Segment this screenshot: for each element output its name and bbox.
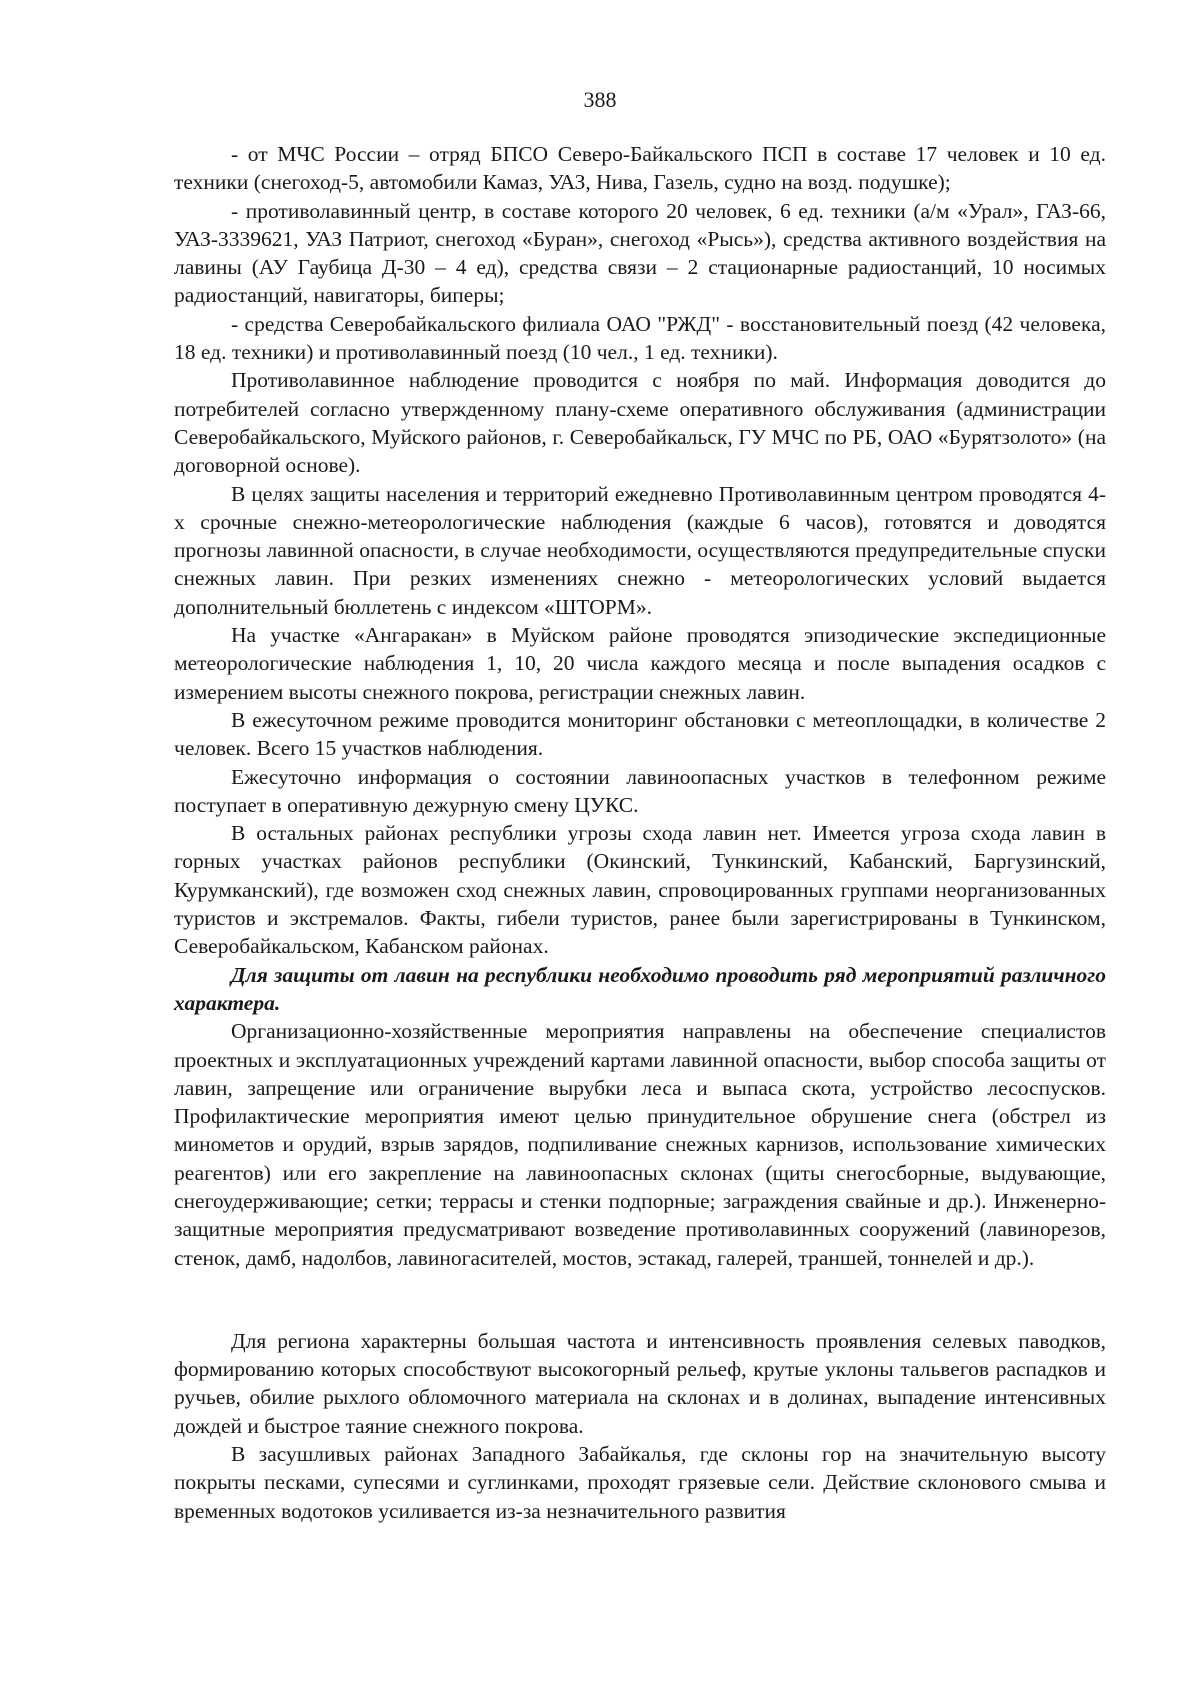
paragraph-angarakan-site: На участке «Ангаракан» в Муйском районе проводятся эпизодические экспедиционные метеорологические наблюдения 1, 10, 20 числа каждого месяца и после выпадения осадков с измерением высоты снежного покрова, регистрации снежных лавин. xyxy=(174,623,1106,704)
paragraph-emphasis-heading: Для защиты от лавин на республики необходимо проводить ряд мероприятий различного характера. xyxy=(174,962,1106,1015)
page-number: 388 xyxy=(583,87,617,112)
paragraph-rzd-resources: - средства Северобайкальского филиала ОАО "РЖД" - восстановительный поезд (42 человека, 18 ед. техники) и противолавинный поезд (10 чел., 1 ед. техники). xyxy=(174,311,1106,365)
paragraph-mchs-unit: - от МЧС России – отряд БПСО Северо-Байкальского ПСП в составе 17 человек и 10 ед. техники (снегоход-5, автомобили Камаз, УАЗ, Нива, Газель, судно на возд. подушке); xyxy=(174,142,1106,195)
paragraph-mudflows-region: Для региона характерны большая частота и интенсивность проявления селевых паводков, формированию которых способствуют высокогорный рельеф, крутые уклоны тальвегов распадков и ручьев, обилие рыхлого обломочного материала на склонах и в долинах, выпадение интенсивных дождей и быстрое таяние снежного покрова. xyxy=(174,1328,1106,1438)
paragraph-other-districts: В остальных районах республики угрозы схода лавин нет. Имеется угроза схода лавин в горных участках районов республики (Окинский, Тункинский, Кабанский, Баргузинский, Курумканский), где возможен сход снежных лавин, спровоцированных группами неорганизованных туристов и экстремалов. Факты, гибели туристов, ранее были зарегистрированы в Тункинском, Северобайкальском, Кабанском районах. xyxy=(174,821,1106,959)
paragraph-observation-period: Противолавинное наблюдение проводится с ноября по май. Информация доводится до потребителей согласно утвержденному плану-схеме оперативного обслуживания (администрации Северобайкальского, Муйского районов, г. Северобайкальск, ГУ МЧС по РБ, ОАО «Бурятзолото» (на договорной основе). xyxy=(174,368,1106,478)
paragraph-western-transbaikalia: В засушливых районах Западного Забайкалья, где склоны гор на значительную высоту покрыты песками, супесями и суглинками, проходят грязевые сели. Действие склонового смыва и временных водотоков усиливается из-за незначительного развития xyxy=(174,1442,1106,1523)
document-body xyxy=(174,140,1106,1525)
paragraph-daily-monitoring: В ежесуточном режиме проводится мониторинг обстановки с метеоплощадки, в количестве 2 человек. Всего 15 участков наблюдения. xyxy=(174,707,1106,761)
paragraph-measures-detail: Организационно-хозяйственные мероприятия направлены на обеспечение специалистов проектных и эксплуатационных учреждений картами лавинной опасности, выбор способа защиты от лавин, запрещение или ограничение вырубки леса и выпаса скота, устройство лесоспусков. Профилактические мероприятия имеют целью принудительное обрушение снега (обстрел из минометов и орудий, взрыв зарядов, подпиливание снежных карнизов, использование химических реагентов) или его закрепление на лавиноопасных склонах (щиты снегосборные, выдувающие, снегоудерживающие; сетки; террасы и стенки подпорные; заграждения свайные и др.). Инженерно-защитные мероприятия предусматривают возведение противолавинных сооружений (лавинорезов, стенок, дамб, надолбов, лавиногасителей, мостов, эстакад, галерей, траншей, тоннелей и др.). xyxy=(174,1019,1106,1270)
paragraph-protection-measures: В целях защиты населения и территорий ежедневно Противолавинным центром проводятся 4-х срочные снежно-метеорологические наблюдения (каждые 6 часов), готовятся и доводятся прогнозы лавинной опасности, в случае необходимости, осуществляются предупредительные спуски снежных лавин. При резких изменениях снежно - метеорологических условий выдается дополнительный бюллетень с индексом «ШТОРМ». xyxy=(174,481,1106,619)
paragraph-phone-reporting: Ежесуточно информация о состоянии лавиноопасных участков в телефонном режиме поступает в оперативную дежурную смену ЦУКС. xyxy=(174,764,1106,817)
paragraph-avalanche-center: - противолавинный центр, в составе которого 20 человек, 6 ед. техники (а/м «Урал», ГАЗ-66, УАЗ-3339621, УАЗ Патриот, снегоход «Буран», снегоход «Рысь»), средства активного воздействия на лавины (АУ Гаубица Д-30 – 4 ед), средства связи – 2 стационарные радиостанций, 10 носимых радиостанций, навигаторы, биперы; xyxy=(174,198,1106,308)
paragraph-gap xyxy=(174,1272,1106,1327)
